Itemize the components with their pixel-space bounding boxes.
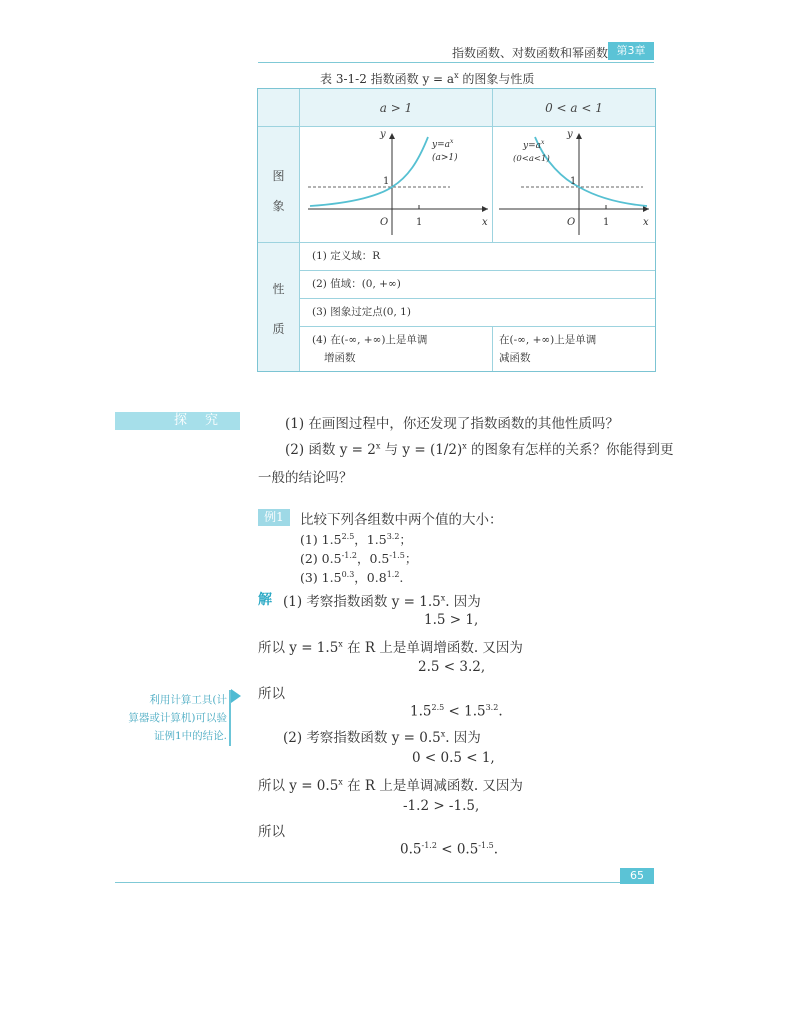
solution-line-5: 所以 $y = 0.5^x$ 在 R 上是单调减函数. 又因为	[258, 777, 523, 794]
row-label-props-2: 质	[272, 322, 285, 336]
margin-note-line-3: 证例1中的结论.	[153, 730, 227, 742]
graph2-curve-label: $y=a^x$	[523, 139, 545, 151]
solution-label: 解	[258, 592, 272, 608]
caption-text: 表 3-1-2 指数函数 y = a	[320, 72, 455, 86]
example-tag: 例1	[258, 509, 290, 526]
chapter-tab: 第3章	[608, 42, 654, 60]
solution-math-4: 0 < 0.5 < 1,	[412, 750, 495, 766]
graph2-origin-label: O	[567, 217, 576, 228]
properties-table	[257, 88, 656, 372]
solution-line-1: (1) 考察指数函数 $y = 1.5^x$. 因为	[283, 593, 481, 610]
property-increasing-line1: (4) 在(-∞, +∞)上是单调	[312, 334, 428, 346]
graph-cell-decreasing	[493, 127, 655, 243]
graph2-y-one: 1	[570, 176, 577, 187]
solution-math-5: -1.2 > -1.5,	[403, 798, 480, 814]
footer-divider	[115, 882, 654, 883]
solution-line-6: 所以	[258, 824, 285, 840]
col-header-a-lt-1: 0 < a < 1	[493, 89, 655, 127]
graph-increasing	[300, 127, 493, 243]
solution-math-1: 1.5 > 1,	[424, 612, 479, 628]
graph1-curve-label: $y=a^x$	[432, 138, 454, 150]
graph1-y-one: 1	[383, 176, 390, 187]
explore-question-2-cont: 一般的结论吗？	[258, 470, 353, 486]
property-domain: (1) 定义域：R	[300, 243, 655, 271]
solution-math-6: $0.5^{-1.2} < 0.5^{-1.5}$.	[400, 841, 499, 858]
solution-math-2: 2.5 < 3.2,	[418, 659, 486, 675]
property-decreasing	[493, 327, 655, 371]
property-decreasing-line2: 减函数	[499, 352, 531, 364]
chapter-running-title: 指数函数、对数函数和幂函数	[452, 46, 609, 60]
row-label-graph	[258, 127, 300, 243]
example-item-1: (1) $1.5^{2.5}$，$1.5^{3.2}$；	[300, 531, 412, 547]
graph2-y-axis-label: y	[567, 129, 573, 140]
example-prompt: 比较下列各组数中两个值的大小：	[300, 512, 503, 528]
graph1-y-axis-label: y	[380, 129, 386, 140]
property-increasing-line2: 增函数	[324, 352, 356, 364]
caption-sup: x	[454, 71, 459, 80]
graph1-curve-condition: (a>1)	[432, 153, 458, 163]
solution-line-2: 所以 $y = 1.5^x$ 在 R 上是单调增函数. 又因为	[258, 639, 523, 656]
caption-tail: 的图象与性质	[458, 72, 535, 86]
graph1-origin-label: O	[380, 217, 389, 228]
row-label-graph-1: 图	[272, 169, 285, 183]
row-label-graph-2: 象	[272, 199, 285, 213]
graph1-x-axis-label: x	[482, 217, 488, 228]
property-fixed-point: (3) 图象过定点(0, 1)	[300, 299, 655, 327]
margin-note-arrow-icon	[231, 689, 241, 703]
margin-note	[112, 691, 227, 745]
graph-decreasing	[493, 127, 655, 243]
graph2-x-one: 1	[603, 217, 610, 228]
page-number: 65	[620, 868, 654, 884]
graph1-x-one: 1	[416, 217, 423, 228]
col-header-a-gt-1: a > 1	[300, 89, 493, 127]
property-range: (2) 值域：(0, +∞)	[300, 271, 655, 299]
example-item-2: (2) $0.5^{-1.2}$，$0.5^{-1.5}$；	[300, 550, 418, 566]
graph-cell-increasing	[300, 127, 493, 243]
row-label-properties	[258, 243, 300, 371]
solution-line-4: (2) 考察指数函数 $y = 0.5^x$. 因为	[283, 729, 481, 746]
explore-question-1: (1) 在画图过程中，你还发现了指数函数的其他性质吗？	[285, 416, 619, 432]
solution-math-3: $1.5^{2.5} < 1.5^{3.2}$.	[410, 703, 503, 720]
example-item-3: (3) $1.5^{0.3}$，$0.8^{1.2}$.	[300, 569, 404, 585]
property-increasing	[300, 327, 493, 371]
graph2-x-axis-label: x	[643, 217, 649, 228]
margin-note-line-2: 算器或计算机)可以验	[128, 712, 227, 724]
row-label-props-1: 性	[272, 282, 285, 296]
table-corner-cell	[258, 89, 300, 127]
graph2-curve-condition: (0<a<1)	[513, 154, 550, 164]
explore-label: 探究	[115, 412, 240, 430]
margin-note-line-1: 利用计算工具(计	[149, 694, 227, 706]
property-decreasing-line1: 在(-∞, +∞)上是单调	[499, 334, 597, 346]
header-divider	[258, 62, 654, 63]
solution-line-3: 所以	[258, 686, 285, 702]
table-caption	[320, 70, 534, 87]
explore-question-2: (2) 函数 $y = 2^x$ 与 $y = (1/2)^x$ 的图象有怎样的关系？你能得到更	[285, 441, 674, 458]
